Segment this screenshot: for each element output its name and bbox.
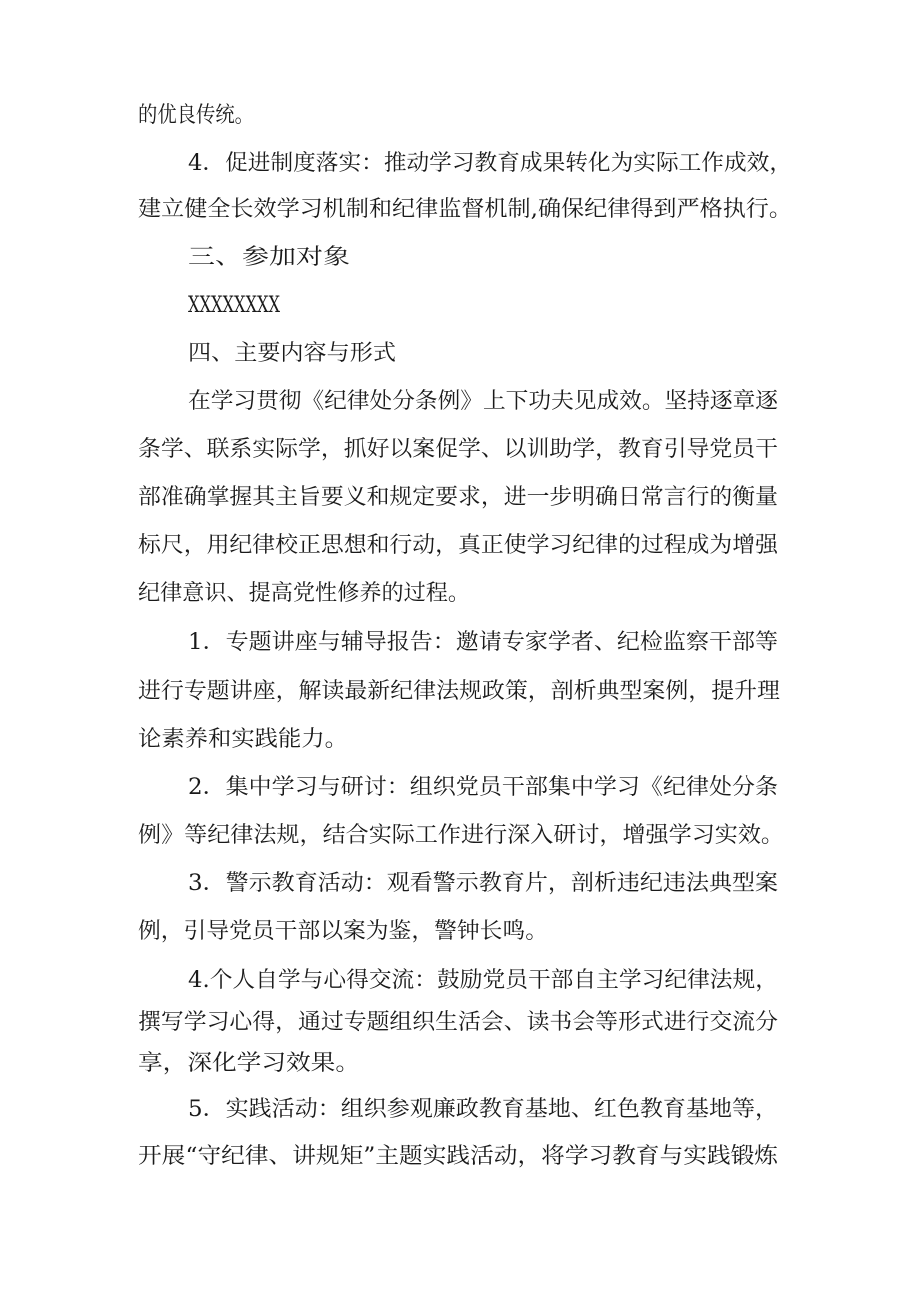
- line-text: 1．专题讲座与辅导报告：邀请专家学者、纪检监察干部等: [188, 630, 778, 655]
- paragraph-line: [138, 725, 348, 755]
- line-text: 论素养和实践能力。: [138, 727, 348, 752]
- line-text: 例，引导党员干部以案为鉴，警钟长鸣。: [138, 919, 548, 944]
- heading-text: 三、参加对象: [188, 245, 350, 270]
- paragraph-line: [138, 1142, 778, 1172]
- paragraph-line: [138, 1008, 778, 1038]
- paragraph-line: [138, 483, 778, 513]
- heading-text: 四、主要内容与形式: [188, 341, 396, 366]
- paragraph-line: [138, 195, 792, 225]
- paragraph-line: [188, 628, 778, 658]
- paragraph-line: [188, 966, 778, 996]
- line-text: 开展“守纪律、讲规矩”主题实践活动，将学习教育与实践锻炼: [138, 1144, 778, 1169]
- line-text: 部准确掌握其主旨要义和规定要求，进一步明确日常言行的衡量: [138, 485, 778, 510]
- line-text: 建立健全长效学习机制和纪律监督机制,确保纪律得到严格执行。: [138, 197, 792, 222]
- paragraph-line: [138, 1049, 360, 1079]
- paragraph-line: [188, 1095, 778, 1125]
- continuation-text: 的优良传统。: [138, 103, 254, 128]
- line-text: 纪律意识、提高党性修养的过程。: [138, 581, 470, 606]
- line-text: 撰写学习心得，通过专题组织生活会、读书会等形式进行交流分: [138, 1010, 778, 1035]
- line-text: 进行专题讲座，解读最新纪律法规政策，剖析典型案例，提升理: [138, 679, 780, 704]
- continuation-line: [138, 101, 270, 131]
- section-heading-participants: [188, 243, 350, 273]
- section-heading-content: [188, 339, 396, 369]
- participants-body: [188, 291, 313, 321]
- line-text: 享，深化学习效果。: [138, 1051, 360, 1076]
- paragraph-line: [188, 773, 778, 803]
- paragraph-line: [138, 917, 548, 947]
- line-text: 例》等纪律法规，结合实际工作进行深入研讨，增强学习实效。: [138, 823, 784, 848]
- line-text: 4.个人自学与心得交流：鼓励党员干部自主学习纪律法规，: [188, 968, 778, 993]
- line-text: 条学、联系实际学，抓好以案促学、以训助学，教育引导党员干: [138, 437, 778, 462]
- line-text: 3．警示教育活动：观看警示教育片，剖析违纪违法典型案: [188, 871, 778, 896]
- paragraph-line: [138, 531, 778, 561]
- paragraph-line: [138, 821, 784, 851]
- line-text: 标尺，用纪律校正思想和行动，真正使学习纪律的过程成为增强: [138, 533, 778, 558]
- paragraph-line: [138, 677, 780, 707]
- line-text: 2．集中学习与研讨：组织党员干部集中学习《纪律处分条: [188, 775, 778, 800]
- line-text: 在学习贯彻《纪律处分条例》上下功夫见成效。坚持逐章逐: [188, 389, 778, 414]
- line-text: 4．促进制度落实：推动学习教育成果转化为实际工作成效，: [188, 151, 793, 176]
- paragraph-line: [188, 149, 793, 179]
- paragraph-line: [138, 579, 468, 609]
- paragraph-line: [188, 387, 778, 417]
- paragraph-line: [188, 869, 778, 899]
- body-text: XXXXXXXX: [188, 293, 280, 318]
- line-text: 5．实践活动：组织参观廉政教育基地、红色教育基地等，: [188, 1097, 778, 1122]
- paragraph-line: [138, 435, 778, 465]
